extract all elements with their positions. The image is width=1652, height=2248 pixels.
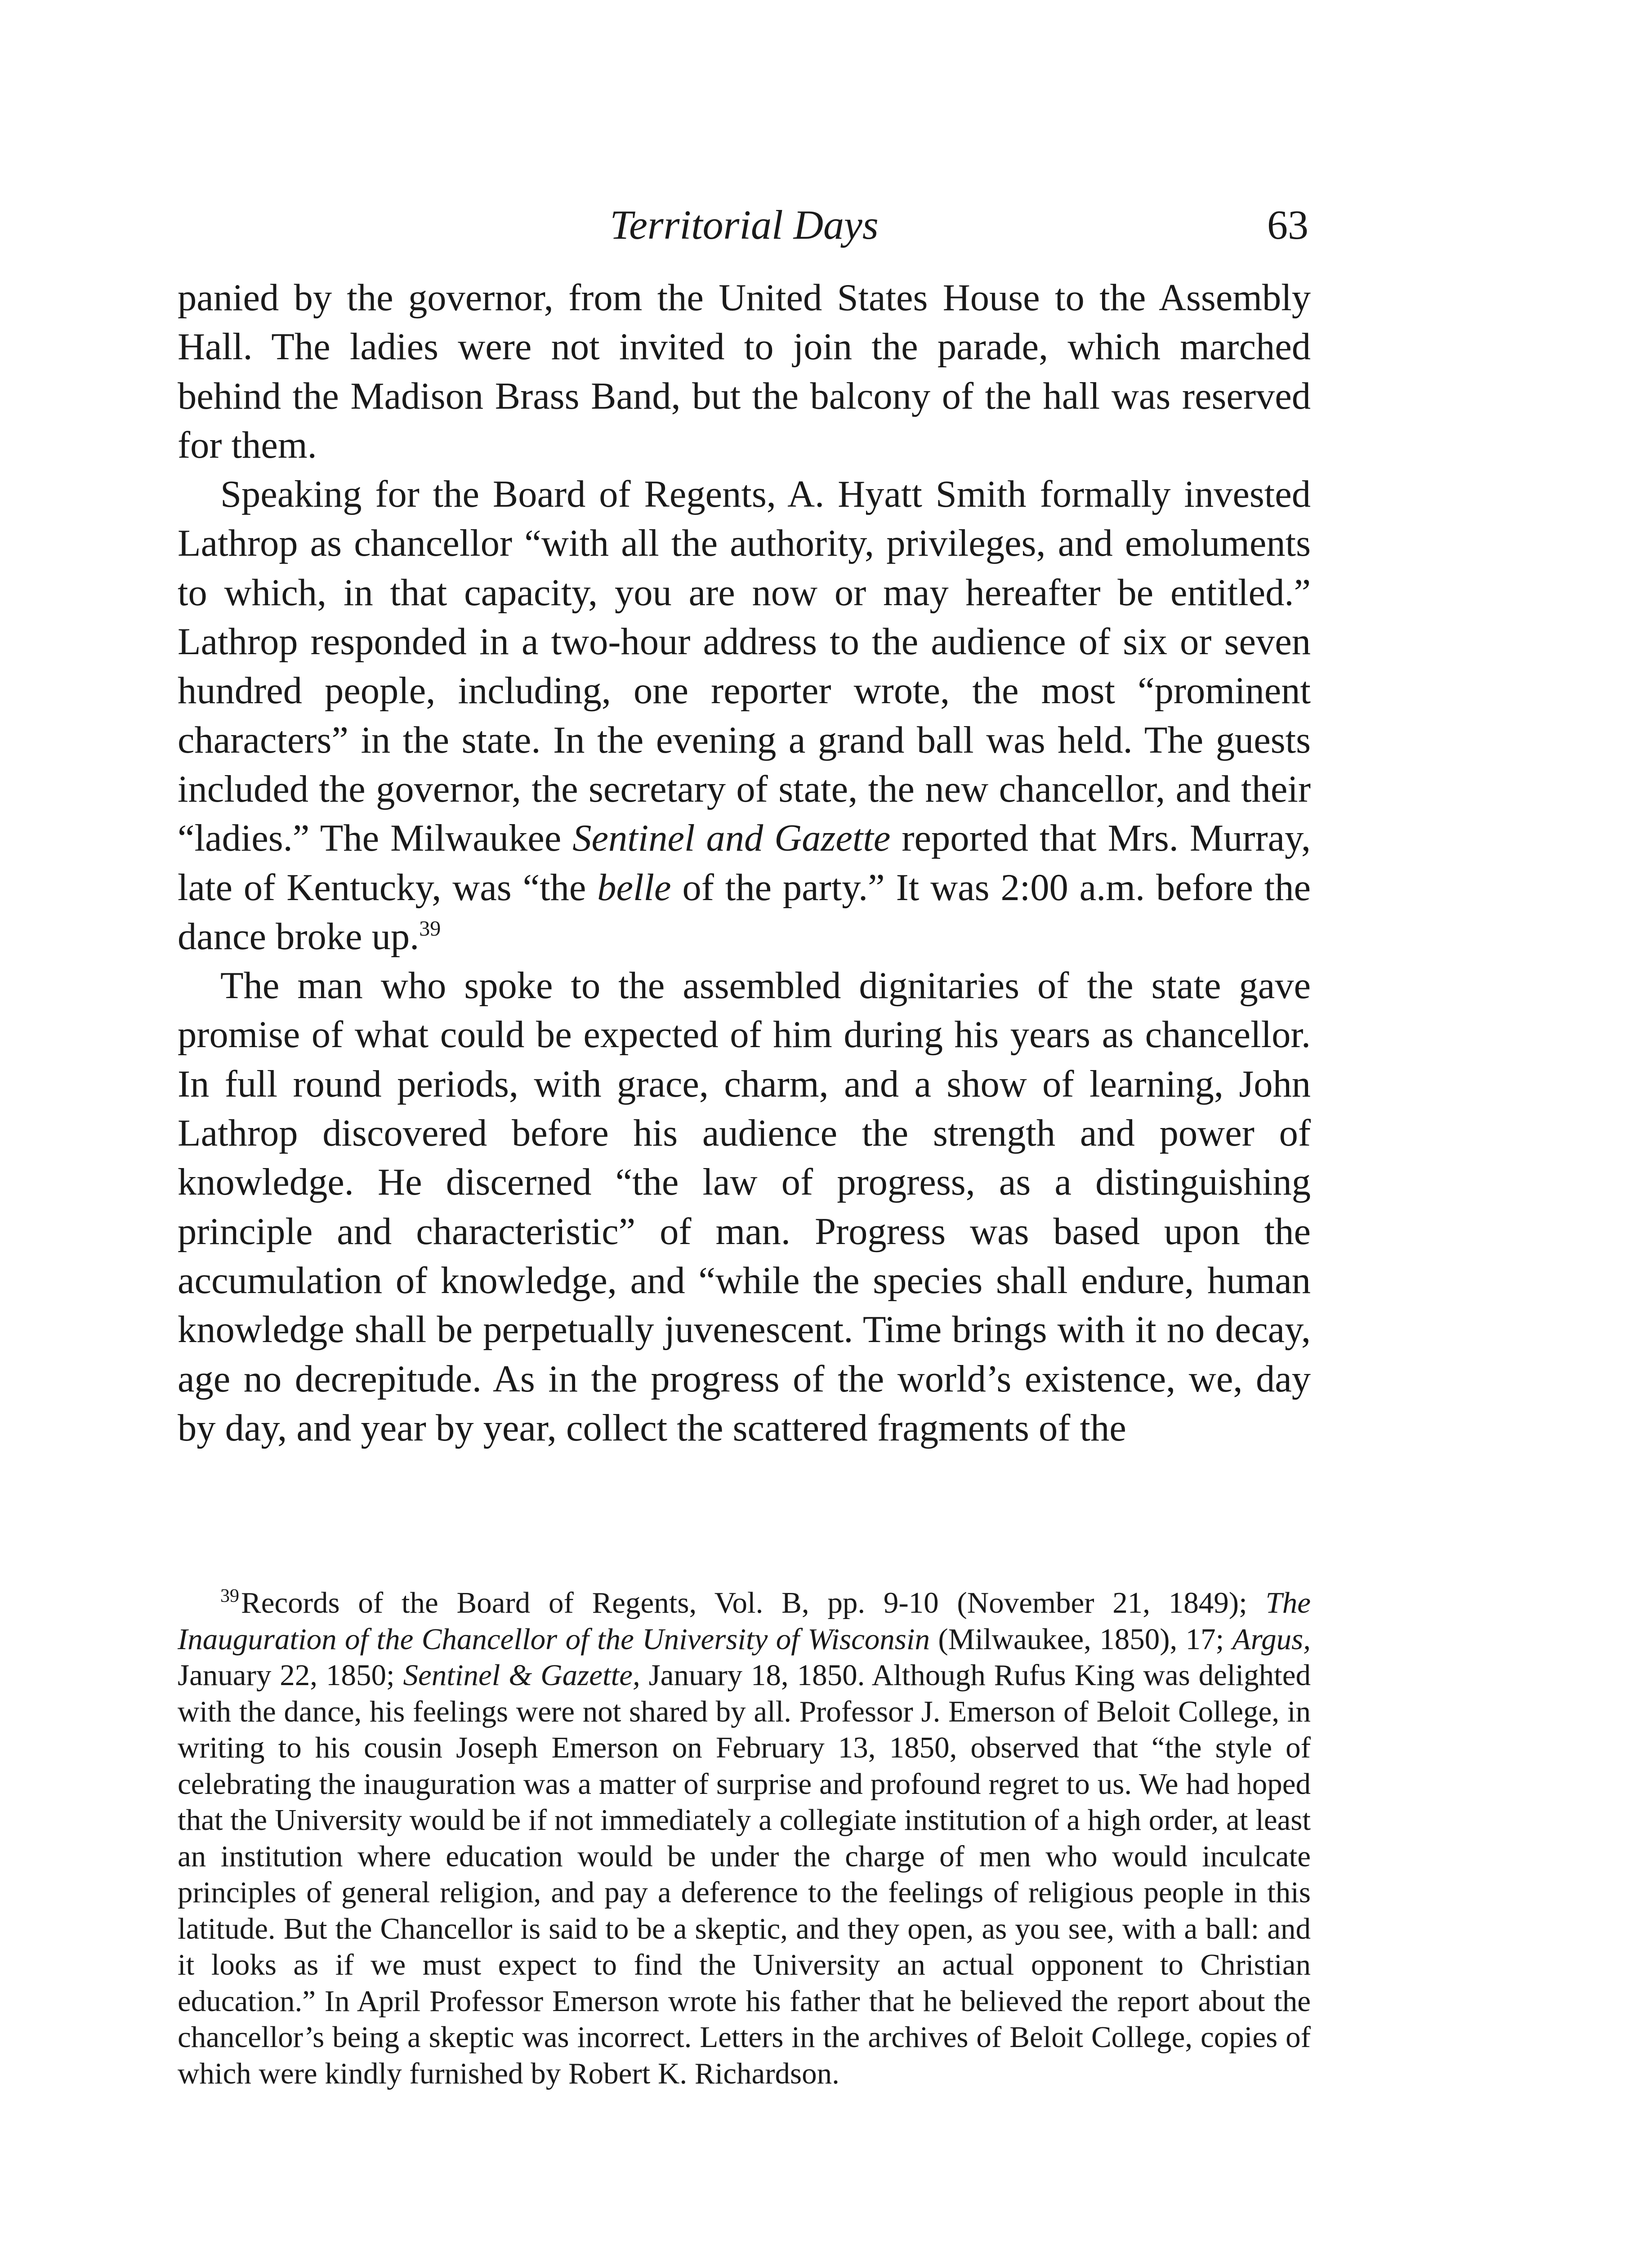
text-run: (Milwaukee, 1850), 17; xyxy=(930,1622,1232,1656)
footnote xyxy=(178,1585,1311,2092)
running-head xyxy=(180,198,1308,261)
text-run: January 22, 1850; xyxy=(178,1659,403,1692)
page-number: 63 xyxy=(1267,202,1308,248)
running-head-title: Territorial Days xyxy=(610,202,879,248)
italic-text: The Inauguration of the Chancellor of the University of Wisconsin xyxy=(178,1586,1311,1656)
italic-text: belle xyxy=(597,866,671,909)
body-text xyxy=(178,273,1311,1453)
text-run: The man who spoke to the assembled dignitaries of the state gave promise of what could be expected of him during his years as chancellor. In full round periods, with grace, charm, and a show of learning, John Lathrop discovered before his audience the strength and power of knowledge. He discerned “the law of progress, as a distinguishing principle and characteristic” of man. Progress was based upon the accumulation of knowledge, and “while the species shall endure, human knowledge shall be perpetually juvenescent. Time brings with it no decay, age no decrepitude. As in the progress of the world’s existence, we, day by day, and year by year, collect the scattered fragments of the xyxy=(178,965,1311,1449)
italic-text: Sentinel and Gazette xyxy=(572,817,891,860)
text-run: January 18, 1850. Although Rufus King was delighted with the dance, his feelings were not shared by all. Professor J. Emerson of Beloit College, in writing to his cousin Joseph Emerson on February 13, 1850, observed that “the style of celebrating the inauguration was a matter of surprise and profound regret to us. We had hoped that the University would be if not immediately a collegiate institution of a high order, at least an institution where education would be under the charge of men who would inculcate principles of general religion, and pay a deference to the feelings of religious people in this latitude. But the Chancellor is said to be a skeptic, and they open, as you see, with a ball: and it looks as if we must expect to find the University an actual opponent to Christian education.” In April Professor Emerson wrote his father that he believed the report about the chancellor’s being a skeptic was incorrect. Letters in the archives of Beloit College, copies of which were kindly furnished by Robert K. Richardson. xyxy=(178,1659,1311,2090)
italic-text: Sentinel & Gazette, xyxy=(403,1659,640,1692)
footnotes xyxy=(178,1585,1311,2092)
body-paragraph xyxy=(178,273,1311,470)
footnote-reference: 39 xyxy=(419,916,441,941)
text-run: panied by the governor, from the United States House to the Assembly Hall. The ladies were not invited to join the parade, which marched behind the Madison Brass Band, but the balcony of the hall was reserved for them. xyxy=(178,277,1311,466)
italic-text: Argus, xyxy=(1232,1622,1311,1656)
text-run: of the party.” It was 2:00 a.m. before the dance broke up. xyxy=(178,866,1311,958)
text-run: Records of the Board of Regents, Vol. B, pp. 9-10 (November 21, 1849); xyxy=(241,1586,1266,1619)
text-run: Speaking for the Board of Regents, A. Hyatt Smith formally invested Lathrop as chancellor “with all the authority, privileges, and emoluments to which, in that capacity, you are now or may hereafter be entitled.” Lathrop responded in a two-hour address to the audience of six or seven hundred people, including, one reporter wrote, the most “prominent characters” in the state. In the evening a grand ball was held. The guests included the governor, the secretary of state, the new chancellor, and their “ladies.” The Milwaukee xyxy=(178,473,1311,860)
text-run: reported that Mrs. Murray, late of Kentucky, was “the xyxy=(178,817,1311,909)
body-paragraph xyxy=(178,470,1311,961)
body-paragraph xyxy=(178,961,1311,1453)
footnote-reference: 39 xyxy=(220,1586,239,1606)
